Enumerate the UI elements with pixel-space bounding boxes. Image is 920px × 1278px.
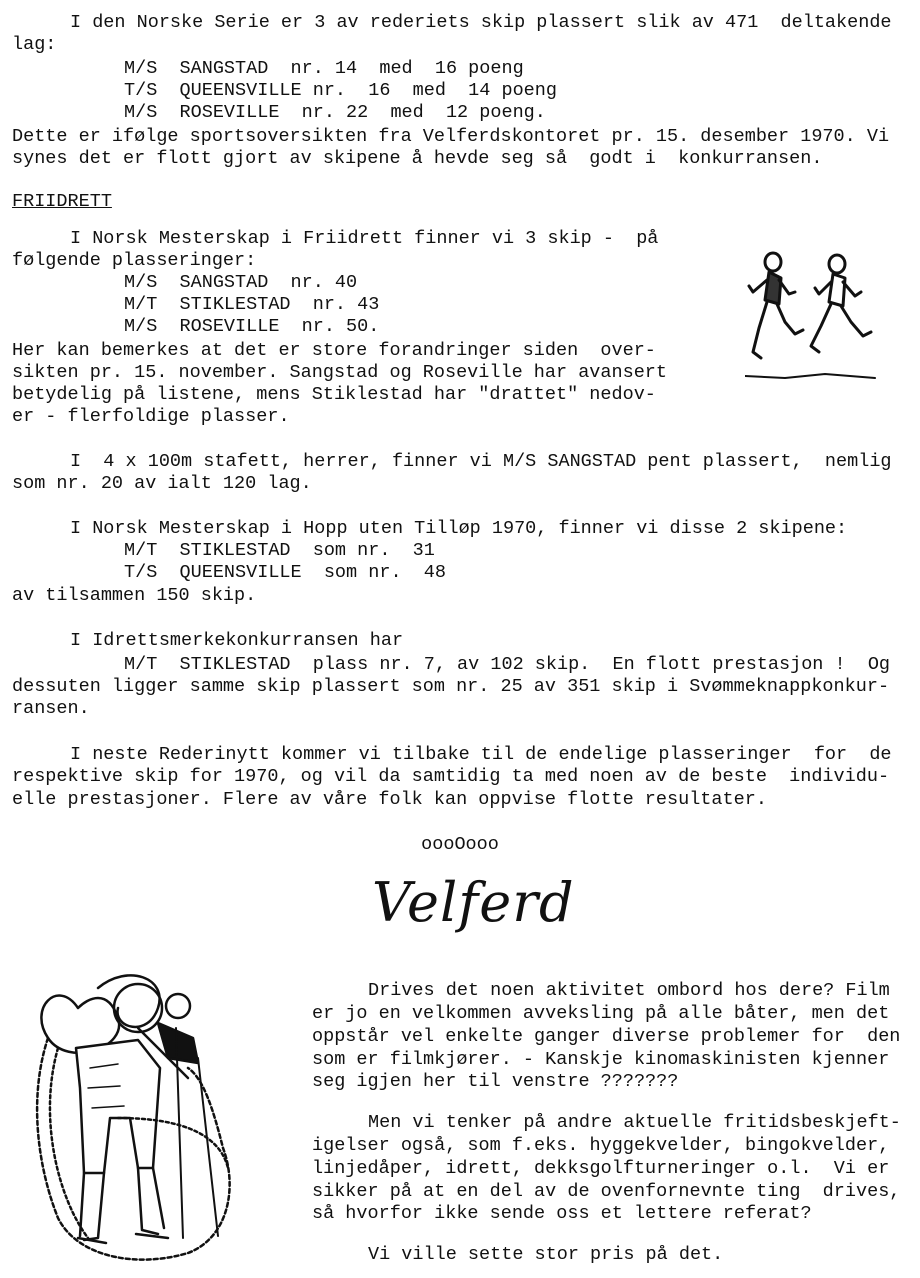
jump-outro: av tilsammen 150 skip.: [12, 585, 257, 606]
friidrett-body: er - flerfoldige plasser.: [12, 406, 290, 427]
friidrett-row: M/T STIKLESTAD nr. 43: [124, 294, 380, 315]
jump-row: T/S QUEENSVILLE som nr. 48: [124, 562, 446, 583]
jump-row: M/T STIKLESTAD som nr. 31: [124, 540, 435, 561]
intro-line-1: I den Norske Serie er 3 av rederiets skip plassert slik av 471 deltakende: [70, 12, 892, 33]
badge-intro: I Idrettsmerkekonkurransen har: [70, 630, 404, 651]
friidrett-row: M/S ROSEVILLE nr. 50.: [124, 316, 380, 337]
friidrett-intro-1: I Norsk Mesterskap i Friidrett finner vi 3 skip - på: [70, 228, 659, 249]
velferd-para2: Men vi tenker på andre aktuelle fritidsbeskjeft-: [368, 1112, 901, 1133]
velferd-para1: Drives det noen aktivitet ombord hos dere? Film: [368, 980, 890, 1001]
projectionist-illustration: [18, 968, 248, 1273]
badge-line: ransen.: [12, 698, 90, 719]
friidrett-heading: FRIIDRETT: [12, 191, 112, 212]
separator: oooOooo: [421, 834, 499, 855]
velferd-para1: seg igjen her til venstre ???????: [312, 1071, 679, 1092]
velferd-para2: sikker på at en del av de ovenfornevnte ting drives,: [312, 1181, 901, 1202]
friidrett-row: M/S SANGSTAD nr. 40: [124, 272, 358, 293]
friidrett-intro-2: følgende plasseringer:: [12, 250, 257, 271]
friidrett-body: Her kan bemerkes at det er store forandringer siden over-: [12, 340, 656, 361]
friidrett-body: sikten pr. 15. november. Sangstad og Roseville har avansert: [12, 362, 668, 383]
jump-intro: I Norsk Mesterskap i Hopp uten Tilløp 1970, finner vi disse 2 skipene:: [70, 518, 848, 539]
velferd-para1: er jo en velkommen avveksling på alle båter, men det: [312, 1003, 890, 1024]
series-row: M/S ROSEVILLE nr. 22 med 12 poeng.: [124, 102, 546, 123]
runners-illustration: [745, 248, 880, 383]
next-issue-line: elle prestasjoner. Flere av våre folk kan oppvise flotte resultater.: [12, 789, 767, 810]
velferd-para1: som er filmkjører. - Kanskje kinomaskinisten kjenner: [312, 1049, 890, 1070]
relay-line-2: som nr. 20 av ialt 120 lag.: [12, 473, 312, 494]
velferd-closing: Vi ville sette stor pris på det.: [368, 1244, 724, 1265]
badge-line: dessuten ligger samme skip plassert som nr. 25 av 351 skip i Svømmeknappkonkur-: [12, 676, 890, 697]
velferd-para1: oppstår vel enkelte ganger diverse problemer for den: [312, 1026, 901, 1047]
velferd-para2: igelser også, som f.eks. hyggekvelder, bingokvelder,: [312, 1135, 890, 1156]
badge-line: M/T STIKLESTAD plass nr. 7, av 102 skip. En flott prestasjon ! Og: [124, 654, 891, 675]
series-row: M/S SANGSTAD nr. 14 med 16 poeng: [124, 58, 524, 79]
intro-line-2: lag:: [12, 34, 57, 55]
friidrett-body: betydelig på listene, mens Stiklestad har "drattet" nedov-: [12, 384, 656, 405]
outro-line-1: Dette er ifølge sportsoversikten fra Velferdskontoret pr. 15. desember 1970. Vi: [12, 126, 890, 147]
next-issue-line: respektive skip for 1970, og vil da samtidig ta med noen av de beste individu-: [12, 766, 890, 787]
series-row: T/S QUEENSVILLE nr. 16 med 14 poeng: [124, 80, 557, 101]
velferd-title: Velferd: [372, 871, 575, 934]
outro-line-2: synes det er flott gjort av skipene å hevde seg så godt i konkurransen.: [12, 148, 823, 169]
velferd-para2: så hvorfor ikke sende oss et lettere referat?: [312, 1203, 812, 1224]
velferd-para2: linjedåper, idrett, dekksgolfturneringer o.l. Vi er: [312, 1158, 890, 1179]
relay-line-1: I 4 x 100m stafett, herrer, finner vi M/S SANGSTAD pent plassert, nemlig: [70, 451, 892, 472]
next-issue-line: I neste Rederinytt kommer vi tilbake til de endelige plasseringer for de: [70, 744, 892, 765]
